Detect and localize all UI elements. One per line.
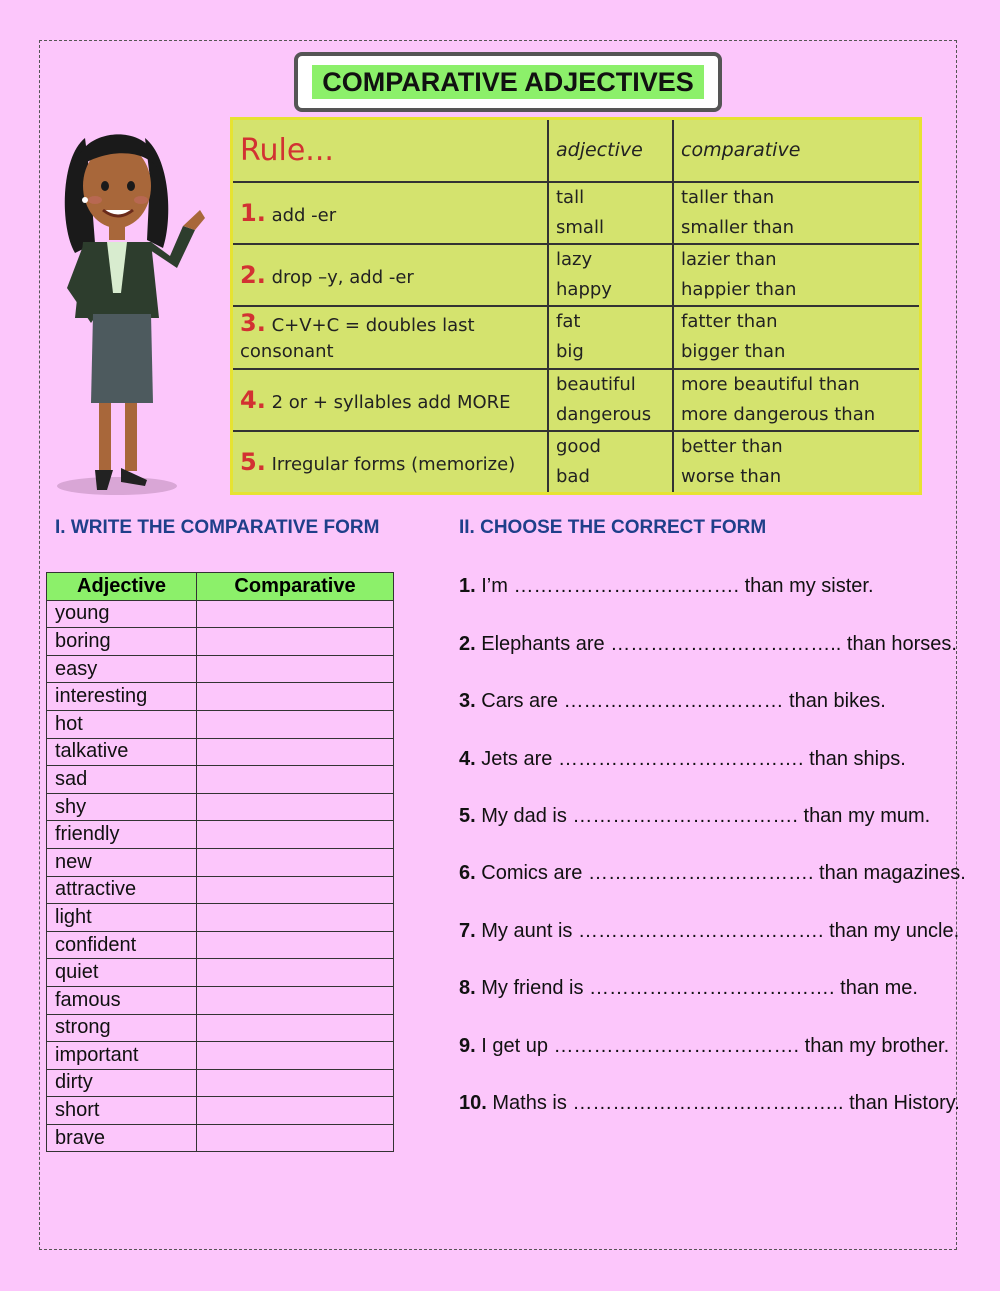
- col-header-adjective: Adjective: [47, 573, 197, 601]
- adjective-cell: hot: [47, 710, 197, 738]
- table-row: [47, 628, 394, 656]
- adjective-cell: sad: [47, 766, 197, 794]
- rule-5-comparatives: better than worse than: [673, 431, 919, 492]
- adjective-cell: boring: [47, 628, 197, 656]
- answer-cell[interactable]: [197, 931, 394, 959]
- answer-cell[interactable]: [197, 738, 394, 766]
- question-8: 8. My friend is ………………………………. than me.: [459, 977, 918, 999]
- answer-cell[interactable]: [197, 683, 394, 711]
- rule-2-adjectives: lazy happy: [548, 244, 673, 306]
- answer-cell[interactable]: [197, 628, 394, 656]
- answer-cell[interactable]: [197, 986, 394, 1014]
- rule-3-comparatives: fatter than bigger than: [673, 306, 919, 368]
- rule-5: 5. Irregular forms (memorize): [233, 431, 548, 492]
- table-row: [47, 1042, 394, 1070]
- rule-1-adjectives: tall small: [548, 182, 673, 244]
- section-1-title: I. WRITE THE COMPARATIVE FORM: [55, 517, 380, 538]
- adjective-cell: shy: [47, 793, 197, 821]
- rule-1: 1. add -er: [233, 182, 548, 244]
- adjective-cell: new: [47, 848, 197, 876]
- table-row: [47, 1124, 394, 1152]
- table-row: [47, 904, 394, 932]
- section-2-title: II. CHOOSE THE CORRECT FORM: [459, 517, 767, 538]
- rule-5-adjectives: good bad: [548, 431, 673, 492]
- rules-header-rule: Rule...: [233, 120, 548, 182]
- rule-3: 3. C+V+C = doubles last consonant: [233, 306, 548, 368]
- rule-1-comparatives: taller than smaller than: [673, 182, 919, 244]
- question-10: 10. Maths is ………………………………….. than History.: [459, 1092, 960, 1114]
- answer-cell[interactable]: [197, 1042, 394, 1070]
- adjective-cell: short: [47, 1097, 197, 1125]
- rules-table: [230, 117, 922, 495]
- answer-cell[interactable]: [197, 904, 394, 932]
- answer-cell[interactable]: [197, 655, 394, 683]
- table-row: [47, 821, 394, 849]
- answer-cell[interactable]: [197, 793, 394, 821]
- question-5: 5. My dad is ……………………………. than my mum.: [459, 805, 931, 827]
- answer-cell[interactable]: [197, 876, 394, 904]
- table-row: [47, 848, 394, 876]
- adjective-cell: brave: [47, 1124, 197, 1152]
- table-row: [47, 1097, 394, 1125]
- rules-header-adjective: adjective: [548, 120, 673, 182]
- table-row: [47, 600, 394, 628]
- rule-3-adjectives: fat big: [548, 306, 673, 368]
- adjective-cell: light: [47, 904, 197, 932]
- rule-4-comparatives: more beautiful than more dangerous than: [673, 369, 919, 431]
- adjective-cell: attractive: [47, 876, 197, 904]
- rule-2: 2. drop –y, add -er: [233, 244, 548, 306]
- adjective-cell: friendly: [47, 821, 197, 849]
- adjective-cell: talkative: [47, 738, 197, 766]
- table-row: [47, 738, 394, 766]
- table-row: [47, 1014, 394, 1042]
- table-row: [47, 876, 394, 904]
- question-7: 7. My aunt is ………………………………. than my uncle.: [459, 920, 960, 942]
- rule-2-comparatives: lazier than happier than: [673, 244, 919, 306]
- answer-cell[interactable]: [197, 821, 394, 849]
- col-header-comparative: Comparative: [197, 573, 394, 601]
- adjective-cell: easy: [47, 655, 197, 683]
- adjective-cell: young: [47, 600, 197, 628]
- adjective-cell: famous: [47, 986, 197, 1014]
- table-row: [47, 986, 394, 1014]
- table-row: [47, 793, 394, 821]
- question-6: 6. Comics are ……………………………. than magazines.: [459, 862, 966, 884]
- table-row: [47, 710, 394, 738]
- answer-cell[interactable]: [197, 1097, 394, 1125]
- table-row: [47, 959, 394, 987]
- rule-4-adjectives: beautiful dangerous: [548, 369, 673, 431]
- table-row: [47, 766, 394, 794]
- answer-cell[interactable]: [197, 1124, 394, 1152]
- answer-cell[interactable]: [197, 959, 394, 987]
- table-row: [47, 655, 394, 683]
- adjective-cell: confident: [47, 931, 197, 959]
- adjective-cell: quiet: [47, 959, 197, 987]
- answer-cell[interactable]: [197, 600, 394, 628]
- answer-cell[interactable]: [197, 848, 394, 876]
- adjective-table: [46, 572, 394, 1152]
- table-row: [47, 683, 394, 711]
- rules-header-comparative: comparative: [681, 139, 801, 161]
- answer-cell[interactable]: [197, 710, 394, 738]
- question-2: 2. Elephants are …………………………….. than horses.: [459, 633, 957, 655]
- page-title: COMPARATIVE ADJECTIVES: [312, 65, 704, 99]
- question-1: 1. I’m ……………………………. than my sister.: [459, 575, 874, 597]
- answer-cell[interactable]: [197, 1069, 394, 1097]
- answer-cell[interactable]: [197, 766, 394, 794]
- adjective-cell: interesting: [47, 683, 197, 711]
- rule-4: 4. 2 or + syllables add MORE: [233, 369, 548, 431]
- teacher-illustration: [55, 118, 220, 503]
- question-4: 4. Jets are ………………………………. than ships.: [459, 748, 906, 770]
- table-row: [47, 931, 394, 959]
- question-9: 9. I get up ………………………………. than my brother.: [459, 1035, 950, 1057]
- table-row: [47, 1069, 394, 1097]
- answer-cell[interactable]: [197, 1014, 394, 1042]
- question-3: 3. Cars are …………………………… than bikes.: [459, 690, 886, 712]
- adjective-cell: strong: [47, 1014, 197, 1042]
- adjective-cell: dirty: [47, 1069, 197, 1097]
- title-banner: [294, 52, 722, 112]
- adjective-cell: important: [47, 1042, 197, 1070]
